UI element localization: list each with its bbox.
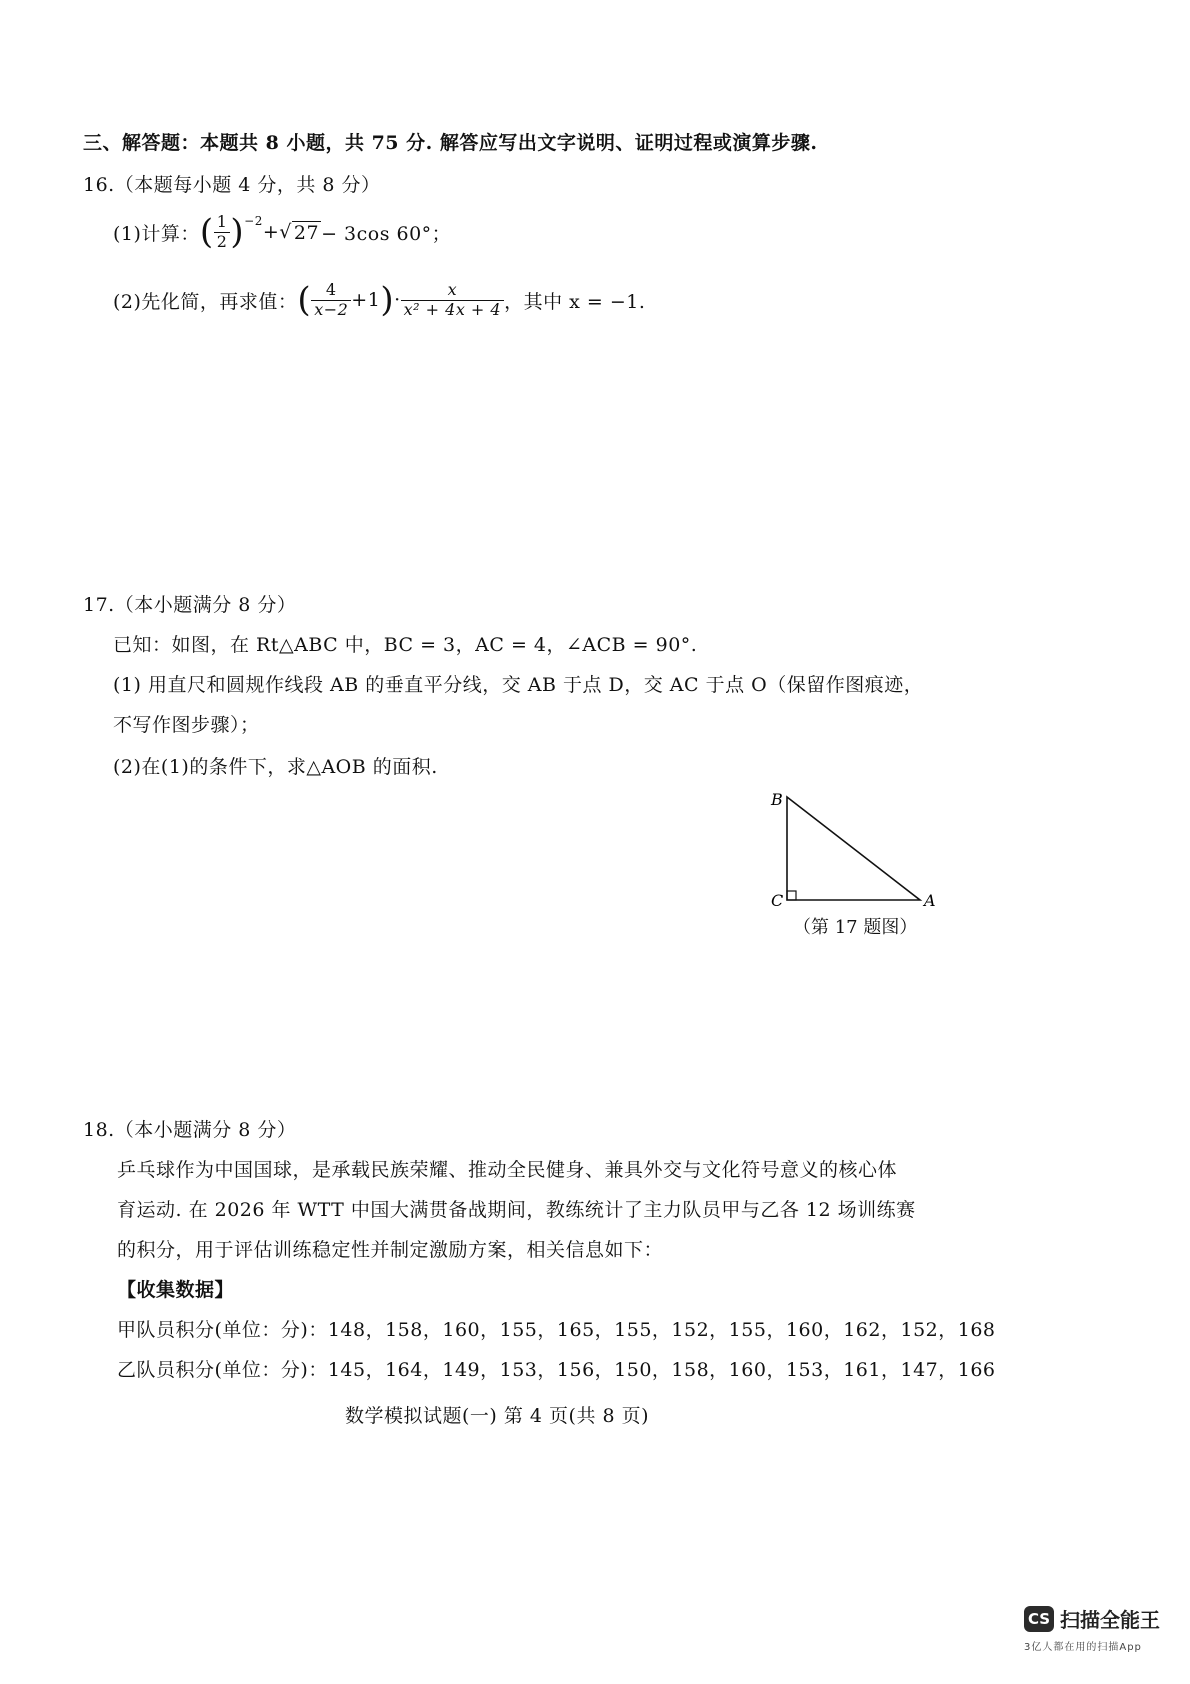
q16-part1-exponent: −2 xyxy=(244,214,263,228)
q16-part2-fraction2 xyxy=(401,281,504,319)
multiply-dot: · xyxy=(394,289,401,311)
fraction-denominator: 2 xyxy=(216,231,228,251)
q18-yi-scores: 乙队员积分(单位：分)：145，164，149，153，156，150，158，160，153，161，147，166 xyxy=(117,1359,996,1381)
q16-part2-rest: ，其中 x = −1. xyxy=(504,290,646,313)
q16-part1-prefix: (1)计算： xyxy=(113,222,200,245)
fraction-numerator: x xyxy=(401,281,504,300)
q18-text-line3: 的积分，用于评估训练稳定性并制定激励方案，相关信息如下： xyxy=(117,1239,664,1261)
vertex-label-a: A xyxy=(924,891,936,910)
vertex-label-b: B xyxy=(771,790,783,809)
right-angle-marker xyxy=(787,891,796,900)
vertex-label-c: C xyxy=(771,891,784,910)
scanner-watermark xyxy=(1024,1604,1160,1633)
q16-part1-fraction xyxy=(214,213,231,251)
right-paren: ) xyxy=(230,212,245,252)
q16-heading: 16.（本题每小题 4 分，共 8 分） xyxy=(83,174,381,196)
fraction-numerator: 1 xyxy=(214,213,231,232)
right-paren: ) xyxy=(380,280,395,320)
sqrt-icon: √ xyxy=(279,221,292,243)
left-paren: ( xyxy=(297,280,312,320)
q17-part1-line2: 不写作图步骤）； xyxy=(113,714,260,736)
q18-text-line2: 育运动. 在 2026 年 WTT 中国大满贯备战期间，教练统计了主力队员甲与乙各 12 场训练赛 xyxy=(117,1199,916,1221)
q16-part2-prefix: (2)先化简，再求值： xyxy=(113,290,298,313)
q16-part2-fraction1 xyxy=(311,281,351,319)
q17-figure-caption: （第 17 题图） xyxy=(793,917,918,938)
sqrt-radicand: 27 xyxy=(293,221,320,244)
fraction-denominator: x² + 4x + 4 xyxy=(403,299,502,319)
q16-part2-plus-one: +1 xyxy=(351,289,381,311)
left-paren: ( xyxy=(199,212,214,252)
watermark-title: 扫描全能王 xyxy=(1060,1608,1160,1632)
fraction-denominator: x−2 xyxy=(314,299,349,319)
fraction-numerator: 4 xyxy=(311,281,351,300)
q16-part1-rest: − 3cos 60°； xyxy=(321,222,452,245)
q17-triangle-figure xyxy=(760,785,950,915)
section-header: 三、解答题：本题共 8 小题，共 75 分. 解答应写出文字说明、证明过程或演算步骤. xyxy=(83,132,818,154)
plus-sign: + xyxy=(262,221,280,243)
q18-heading: 18.（本小题满分 8 分） xyxy=(83,1119,297,1141)
q17-part1-line1: (1) 用直尺和圆规作线段 AB 的垂直平分线，交 AB 于点 D，交 AC 于点 O（保留作图痕迹， xyxy=(113,674,924,696)
q18-jia-scores: 甲队员积分(单位：分)：148，158，160，155，165，155，152，155，160，162，152，168 xyxy=(117,1319,996,1341)
q17-part2: (2)在(1)的条件下，求△AOB 的面积. xyxy=(113,756,438,778)
q16-part1 xyxy=(113,212,451,252)
watermark-subtitle: 3亿人都在用的扫描App xyxy=(1024,1642,1142,1653)
page-footer: 数学模拟试题(一) 第 4 页(共 8 页) xyxy=(345,1405,650,1427)
camscanner-logo-icon: CS xyxy=(1024,1606,1054,1632)
q17-heading: 17.（本小题满分 8 分） xyxy=(83,594,297,616)
q18-text-line1: 乒乓球作为中国国球，是承载民族荣耀、推动全民健身、兼具外交与文化符号意义的核心体 xyxy=(117,1159,898,1181)
q16-part2 xyxy=(113,280,645,320)
triangle-abc xyxy=(787,797,920,900)
q17-given: 已知：如图，在 Rt△ABC 中，BC = 3，AC = 4，∠ACB = 90°. xyxy=(113,634,698,656)
q18-collect-title: 【收集数据】 xyxy=(117,1279,235,1301)
